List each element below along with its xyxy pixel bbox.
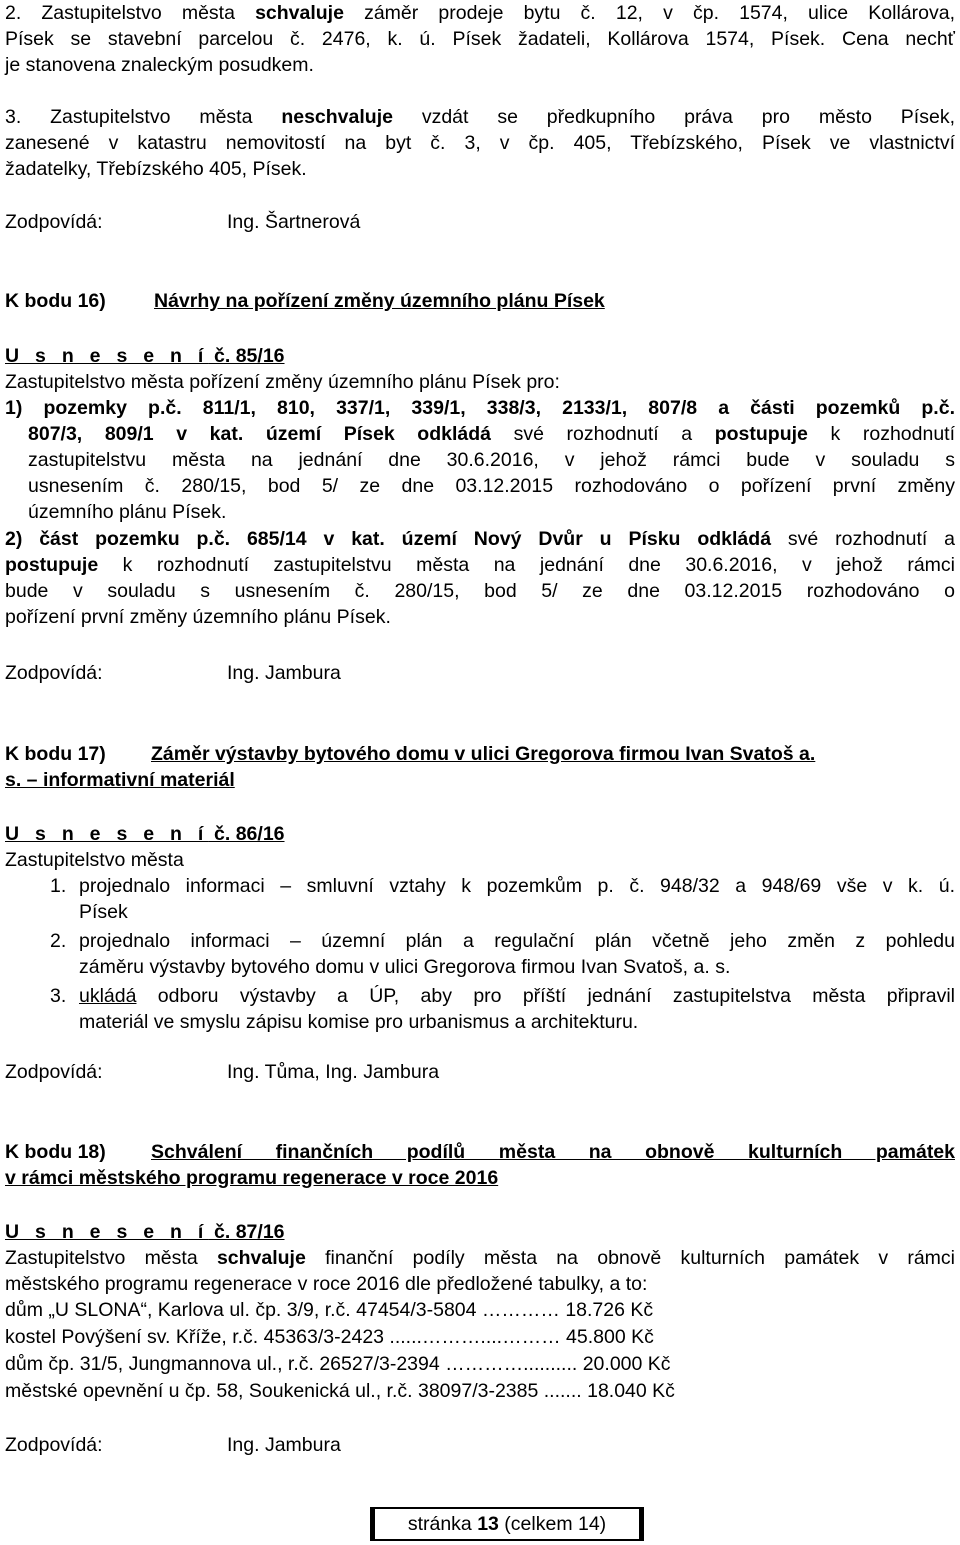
- text: 2) část pozemku p.č. 685/14 v kat. území Nový Dvůr u Písku odkládá: [5, 528, 772, 550]
- responsible-name: Ing. Tůma, Ing. Jambura: [227, 1061, 440, 1083]
- responsible-label: Zodpovídá:: [5, 1434, 103, 1456]
- resolution-label: U s n e s e n í: [5, 345, 209, 367]
- text: odboru výstavby a ÚP, aby pro příští jednání zastupitelstva města připravil: [136, 985, 955, 1007]
- page-total: (celkem 14): [498, 1513, 607, 1535]
- verb-refers: postupuje: [714, 423, 808, 445]
- text: 2. Zastupitelstvo města: [5, 2, 256, 24]
- item3-line2: materiál ve smyslu zápisu komise pro urbanismus a architekturu.: [79, 1011, 639, 1033]
- verb-not-approves: neschvaluje: [281, 106, 393, 128]
- item3-line3: žadatelky, Třebízského 405, Písek.: [5, 158, 307, 180]
- text: k rozhodnutí: [807, 423, 956, 445]
- point2-line1: [5, 526, 955, 552]
- item2-line1: projednalo informaci – územní plán a regulační plán včetně jeho změn z pohledu: [79, 930, 955, 952]
- text: 807/3, 809/1 v kat. území Písek: [28, 423, 395, 445]
- text: záměr prodeje bytu č. 12, v čp. 1574, ulice Kollárova,: [343, 2, 955, 24]
- verb-approves: schvaluje: [255, 2, 344, 24]
- list-item: kostel Povýšení sv. Kříže, r.č. 45363/3-2423 ......………....……… 45.800 Kč: [5, 1326, 654, 1348]
- resolution-intro: Zastupitelstvo města pořízení změny územního plánu Písek pro:: [5, 371, 560, 393]
- resolution-label: U s n e s e n í: [5, 823, 209, 845]
- section-title-line1: Schválení finančních podílů města na obnově kulturních památek: [151, 1141, 955, 1163]
- item2-line3: je stanovena znaleckým posudkem.: [5, 54, 314, 76]
- section-title-line2: s. – informativní materiál: [5, 769, 235, 791]
- section-number: K bodu 18): [5, 1141, 106, 1163]
- text: [395, 423, 418, 445]
- section-title-line2: v rámci městského programu regenerace v roce 2016: [5, 1167, 499, 1189]
- responsible-label: Zodpovídá:: [5, 211, 103, 233]
- resolution-line2: městského programu regenerace v roce 2016 dle předložené tabulky, a to:: [5, 1273, 648, 1295]
- list-item: městské opevnění u čp. 58, Soukenická ul., r.č. 38097/3-2385 ....... 18.040 Kč: [5, 1380, 675, 1402]
- section-number: K bodu 17): [5, 743, 106, 765]
- text: své rozhodnutí a: [490, 423, 715, 445]
- verb-refers: postupuje: [5, 554, 99, 576]
- point1-line5: územního plánu Písek.: [28, 501, 227, 523]
- responsible-name: Ing. Jambura: [227, 1434, 341, 1456]
- point1-line2: [28, 421, 955, 447]
- text: své rozhodnutí a: [771, 528, 956, 550]
- resolution-heading: [5, 343, 285, 369]
- text: finanční podíly města na obnově kulturních památek v rámci: [305, 1247, 956, 1269]
- text: 3. Zastupitelstvo města: [5, 106, 282, 128]
- page-number: 13: [477, 1513, 499, 1535]
- verb-instructs: ukládá: [79, 985, 137, 1007]
- resolution-heading: [5, 1219, 285, 1245]
- list-item: dům „U SLONA“, Karlova ul. čp. 3/9, r.č. 47454/3-5804 ………… 18.726 Kč: [5, 1299, 654, 1321]
- list-number: 3.: [50, 985, 67, 1007]
- item2-line1: [5, 0, 955, 26]
- responsible-name: Ing. Šartnerová: [227, 211, 361, 233]
- item3-line1: [5, 104, 955, 130]
- responsible-label: Zodpovídá:: [5, 662, 103, 684]
- point2-line4: pořízení první změny územního plánu Písek.: [5, 606, 391, 628]
- resolution-heading: [5, 821, 285, 847]
- page-number-box: [370, 1507, 644, 1541]
- text: stránka: [407, 1513, 478, 1535]
- resolution-number: č. 87/16: [208, 1221, 285, 1243]
- resolution-number: č. 86/16: [208, 823, 285, 845]
- resolution-label: U s n e s e n í: [5, 1221, 209, 1243]
- text: vzdát se předkupního práva pro město Písek,: [392, 106, 955, 128]
- verb-defers: odkládá: [417, 423, 491, 445]
- text: Zastupitelstvo města: [5, 1247, 217, 1269]
- item2-line2: Písek se stavební parcelou č. 2476, k. ú. Písek žadateli, Kollárova 1574, Písek. Cena nechť: [5, 28, 955, 50]
- resolution-intro: Zastupitelstvo města: [5, 849, 184, 871]
- item3-line2: zanesené v katastru nemovitostí na byt č. 3, v čp. 405, Třebízského, Písek ve vlastnictví: [5, 132, 955, 154]
- section-number: K bodu 16): [5, 290, 106, 312]
- verb-approves: schvaluje: [216, 1247, 306, 1269]
- point1-line4: usnesením č. 280/15, bod 5/ ze dne 03.12.2015 rozhodováno o pořízení první změny: [28, 475, 955, 497]
- point1-line3: zastupitelstvu města na jednání dne 30.6.2016, v jehož rámci bude v souladu s: [28, 449, 955, 471]
- text: k rozhodnutí zastupitelstvu města na jednání dne 30.6.2016, v jehož rámci: [98, 554, 955, 576]
- list-number: 1.: [50, 875, 67, 897]
- responsible-name: Ing. Jambura: [227, 662, 341, 684]
- responsible-label: Zodpovídá:: [5, 1061, 103, 1083]
- section-title-line1: Záměr výstavby bytového domu v ulici Gregorova firmou Ivan Svatoš a.: [151, 743, 816, 765]
- item2-line2: záměru výstavby bytového domu v ulici Gregorova firmou Ivan Svatoš, a. s.: [79, 956, 731, 978]
- item1-line1: projednalo informaci – smluvní vztahy k pozemkům p. č. 948/32 a 948/69 vše v k. ú.: [79, 875, 955, 897]
- item3-line1: [79, 983, 955, 1009]
- list-number: 2.: [50, 930, 67, 952]
- resolution-line1: [5, 1245, 955, 1271]
- resolution-number: č. 85/16: [208, 345, 285, 367]
- point2-line3: bude v souladu s usnesením č. 280/15, bod 5/ ze dne 03.12.2015 rozhodováno o: [5, 580, 955, 602]
- point2-line2: [5, 552, 955, 578]
- item1-line2: Písek: [79, 901, 128, 923]
- point1-line1: 1) pozemky p.č. 811/1, 810, 337/1, 339/1, 338/3, 2133/1, 807/8 a části pozemků p.č.: [5, 397, 955, 419]
- section-title: Návrhy na pořízení změny územního plánu Písek: [154, 290, 605, 312]
- list-item: dům čp. 31/5, Jungmannova ul., r.č. 26527/3-2394 ………….......... 20.000 Kč: [5, 1353, 671, 1375]
